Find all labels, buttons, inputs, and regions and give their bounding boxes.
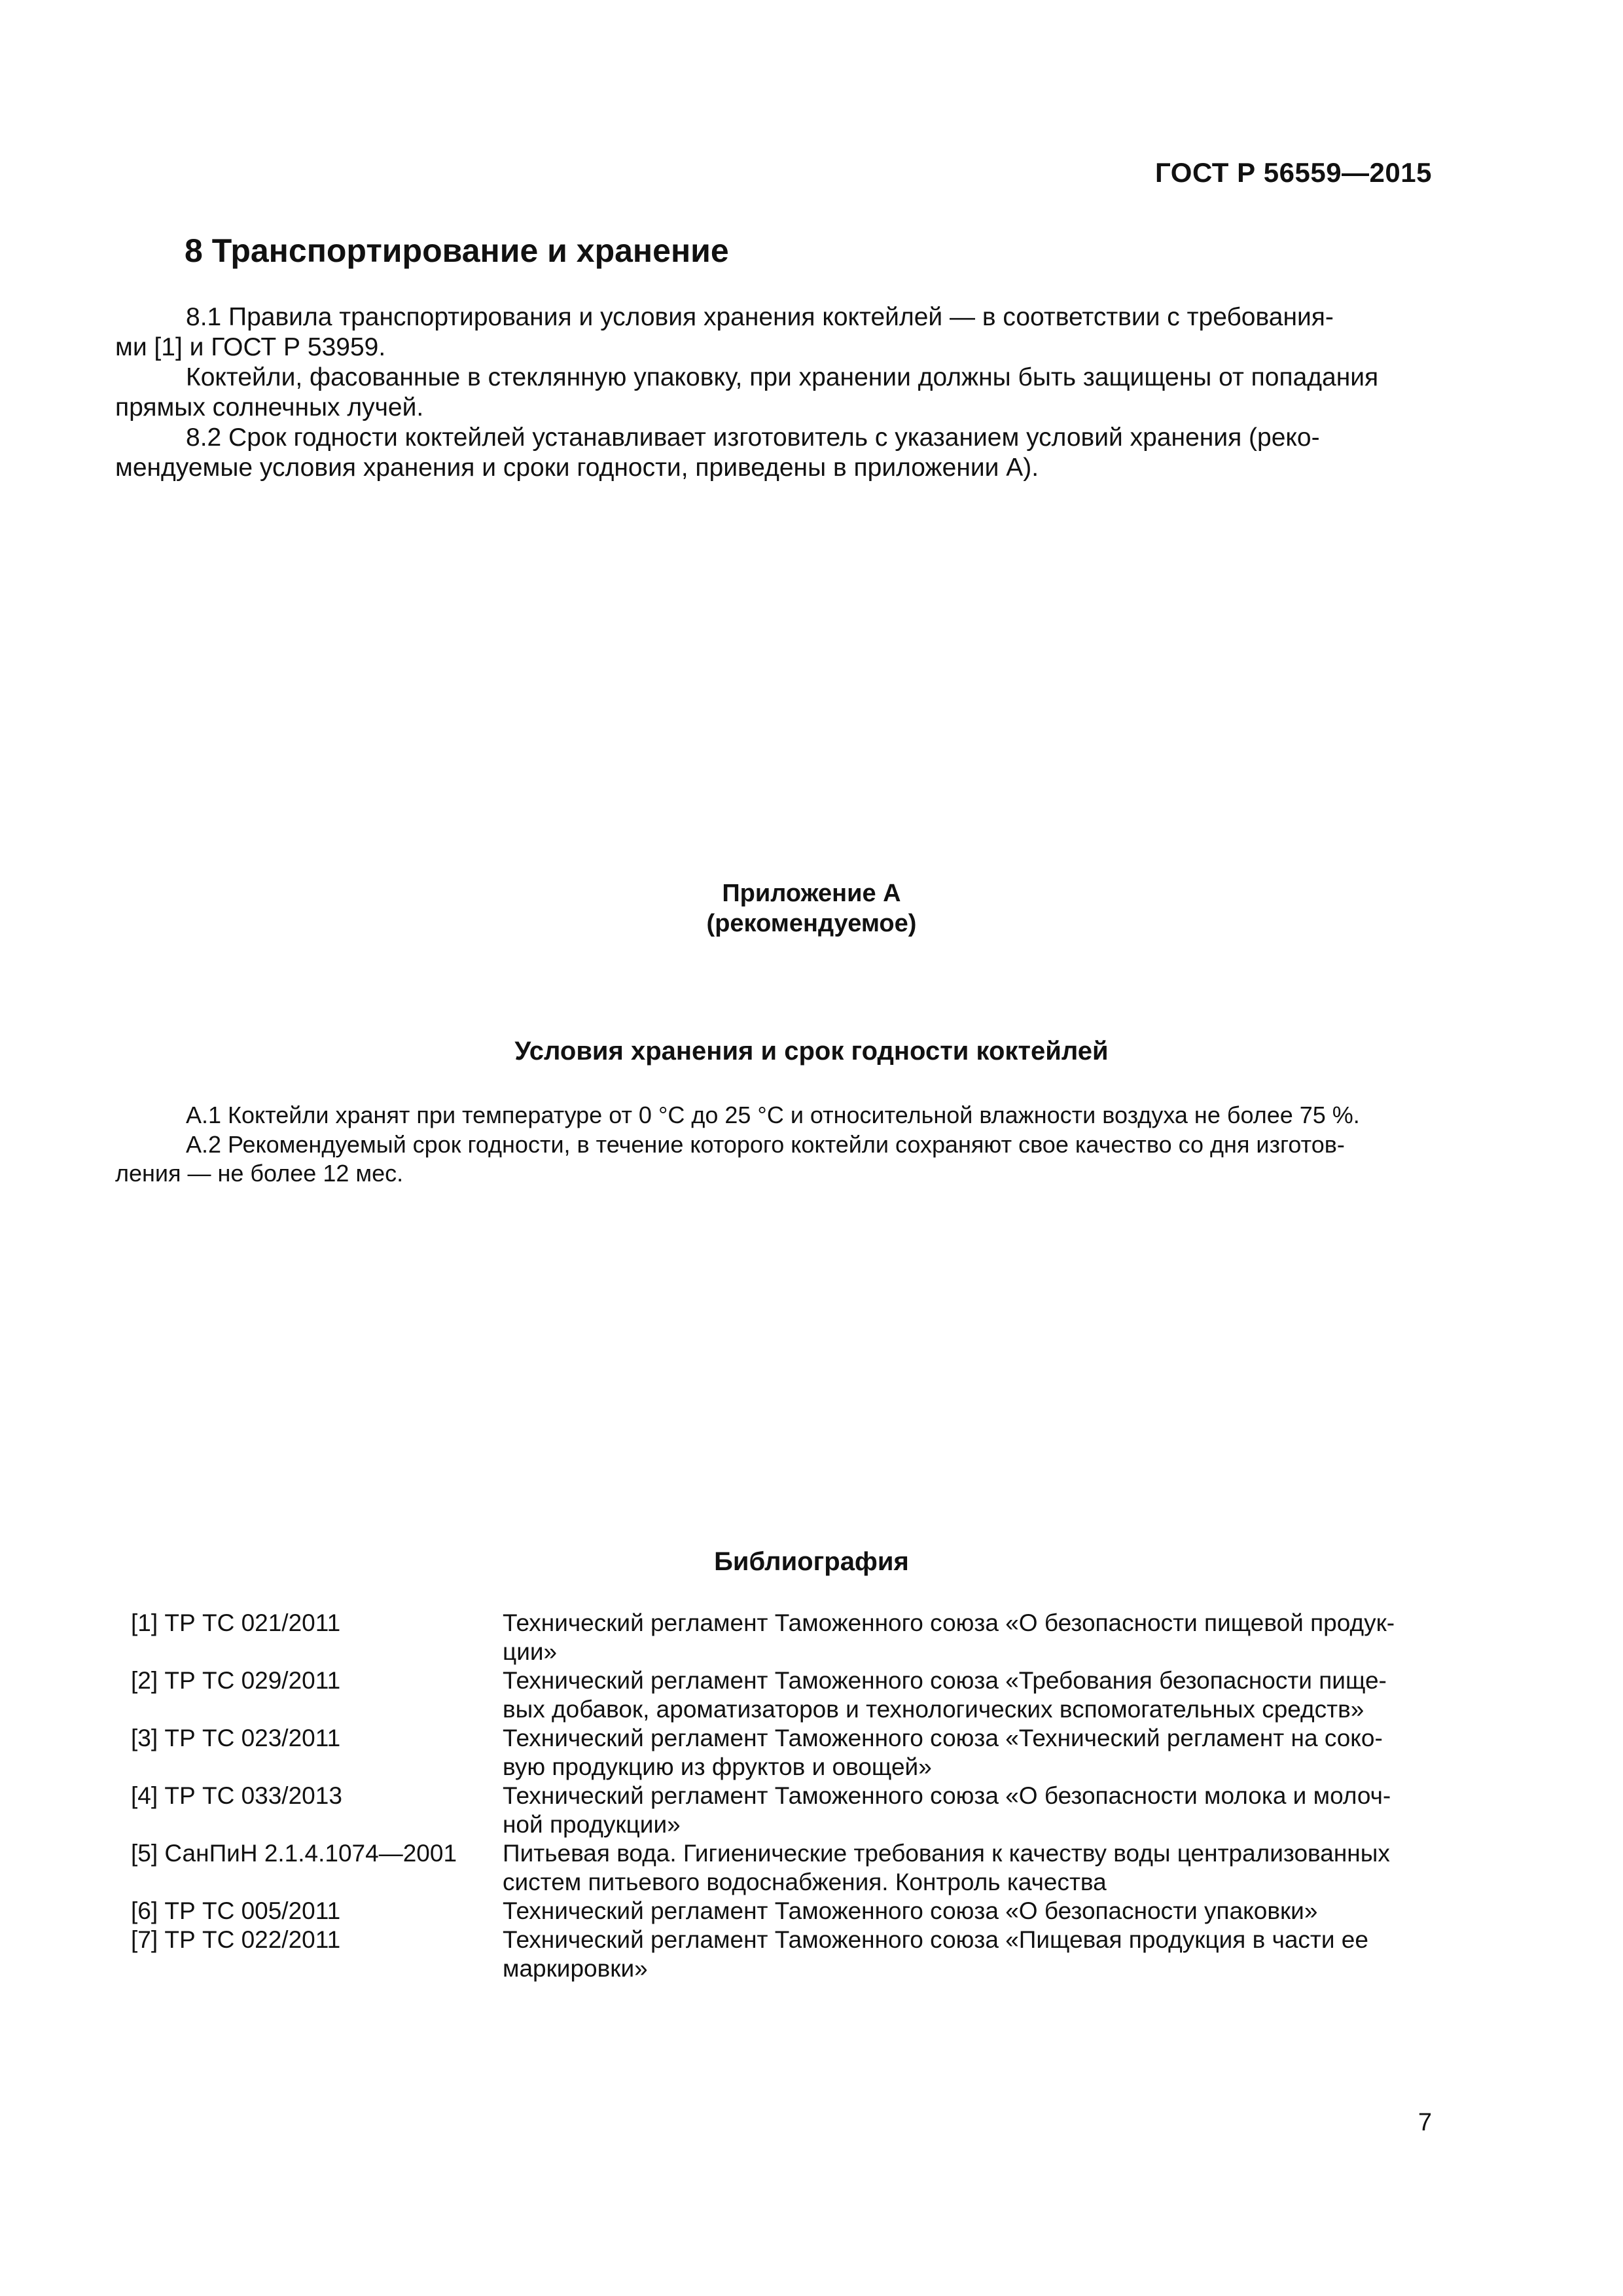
paragraph-8-2 — [115, 423, 1441, 483]
paragraph-packaging-line2: прямых солнечных лучей. — [115, 393, 424, 422]
bibliography-description — [503, 1724, 1428, 1782]
paragraph-a2-line2: ления — не более 12 мес. — [115, 1160, 404, 1187]
bibliography-desc-line1: Технический регламент Таможенного союза «О безопасности пищевой продук- — [503, 1609, 1395, 1636]
bibliography-desc-line2: маркировки» — [503, 1955, 648, 1982]
bibliography-desc-line1: Технический регламент Таможенного союза «Требования безопасности пище- — [503, 1667, 1387, 1694]
bibliography-desc-line2: ной продукции» — [503, 1811, 681, 1838]
bibliography-desc-line1: Технический регламент Таможенного союза «Технический регламент на соко- — [503, 1725, 1383, 1751]
paragraph-a1-text: А.1 Коктейли хранят при температуре от 0 °С до 25 °С и относительной влажности воздуха не более 75 %. — [186, 1102, 1360, 1128]
paragraph-a2-line1: А.2 Рекомендуемый срок годности, в течение которого коктейли сохраняют свое качество со дня изготов- — [186, 1131, 1345, 1158]
paragraph-8-2-line2: мендуемые условия хранения и сроки годности, приведены в приложении А). — [115, 454, 1039, 482]
bibliography-desc-line1: Технический регламент Таможенного союза «О безопасности молока и молоч- — [503, 1782, 1391, 1809]
bibliography-ref: [4] ТР ТС 033/2013 — [131, 1782, 342, 1809]
bibliography-description — [503, 1839, 1428, 1897]
bibliography-description — [503, 1897, 1428, 1926]
bibliography-desc-line2: вую продукцию из фруктов и овощей» — [503, 1753, 932, 1780]
paragraph-8-1-line1: 8.1 Правила транспортирования и условия хранения коктейлей — в соответствии с требования- — [186, 303, 1334, 331]
bibliography-item — [131, 1666, 1428, 1724]
document-code: ГОСТ Р 56559—2015 — [1155, 157, 1432, 188]
bibliography-list — [131, 1609, 1428, 1983]
bibliography-desc-line2: систем питьевого водоснабжения. Контроль качества — [503, 1869, 1107, 1895]
section-title: 8 Транспортирование и хранение — [185, 232, 729, 269]
page-number: 7 — [1418, 2109, 1432, 2136]
appendix-title-block — [0, 878, 1623, 939]
bibliography-item — [131, 1839, 1428, 1897]
bibliography-ref: [3] ТР ТС 023/2011 — [131, 1725, 341, 1751]
bibliography-ref: [6] ТР ТС 005/2011 — [131, 1897, 341, 1924]
bibliography-ref: [1] ТР ТС 021/2011 — [131, 1609, 341, 1636]
bibliography-description — [503, 1609, 1428, 1666]
bibliography-description — [503, 1926, 1428, 1983]
appendix-heading: Условия хранения и срок годности коктейлей — [514, 1037, 1109, 1066]
appendix-title: Приложение А — [722, 880, 901, 907]
bibliography-item — [131, 1609, 1428, 1666]
bibliography-desc-line1: Технический регламент Таможенного союза «О безопасности упаковки» — [503, 1897, 1318, 1924]
bibliography-item — [131, 1782, 1428, 1839]
bibliography-item — [131, 1724, 1428, 1782]
bibliography-ref: [5] СанПиН 2.1.4.1074—2001 — [131, 1840, 457, 1867]
paragraph-packaging-line1: Коктейли, фасованные в стеклянную упаковку, при хранении должны быть защищены от попадания — [186, 363, 1379, 391]
paragraph-8-2-line1: 8.2 Срок годности коктейлей устанавливает изготовитель с указанием условий хранения (реко- — [186, 423, 1320, 452]
bibliography-desc-line2: вых добавок, ароматизаторов и технологических вспомогательных средств» — [503, 1696, 1364, 1723]
bibliography-heading: Библиография — [714, 1547, 909, 1576]
paragraph-8-1 — [115, 302, 1441, 363]
bibliography-description — [503, 1666, 1428, 1724]
bibliography-ref: [7] ТР ТС 022/2011 — [131, 1926, 341, 1953]
bibliography-desc-line1: Технический регламент Таможенного союза «Пищевая продукция в части ее — [503, 1926, 1368, 1953]
paragraph-a2 — [115, 1130, 1441, 1188]
paragraph-a1 — [115, 1101, 1441, 1130]
bibliography-description — [503, 1782, 1428, 1839]
bibliography-item — [131, 1897, 1428, 1926]
bibliography-ref: [2] ТР ТС 029/2011 — [131, 1667, 341, 1694]
paragraph-8-1-line2: ми [1] и ГОСТ Р 53959. — [115, 333, 386, 361]
appendix-subtitle: (рекомендуемое) — [706, 910, 917, 937]
bibliography-desc-line2: ции» — [503, 1638, 558, 1665]
bibliography-item — [131, 1926, 1428, 1983]
paragraph-packaging — [115, 363, 1441, 423]
bibliography-desc-line1: Питьевая вода. Гигиенические требования к качеству воды централизованных — [503, 1840, 1390, 1867]
